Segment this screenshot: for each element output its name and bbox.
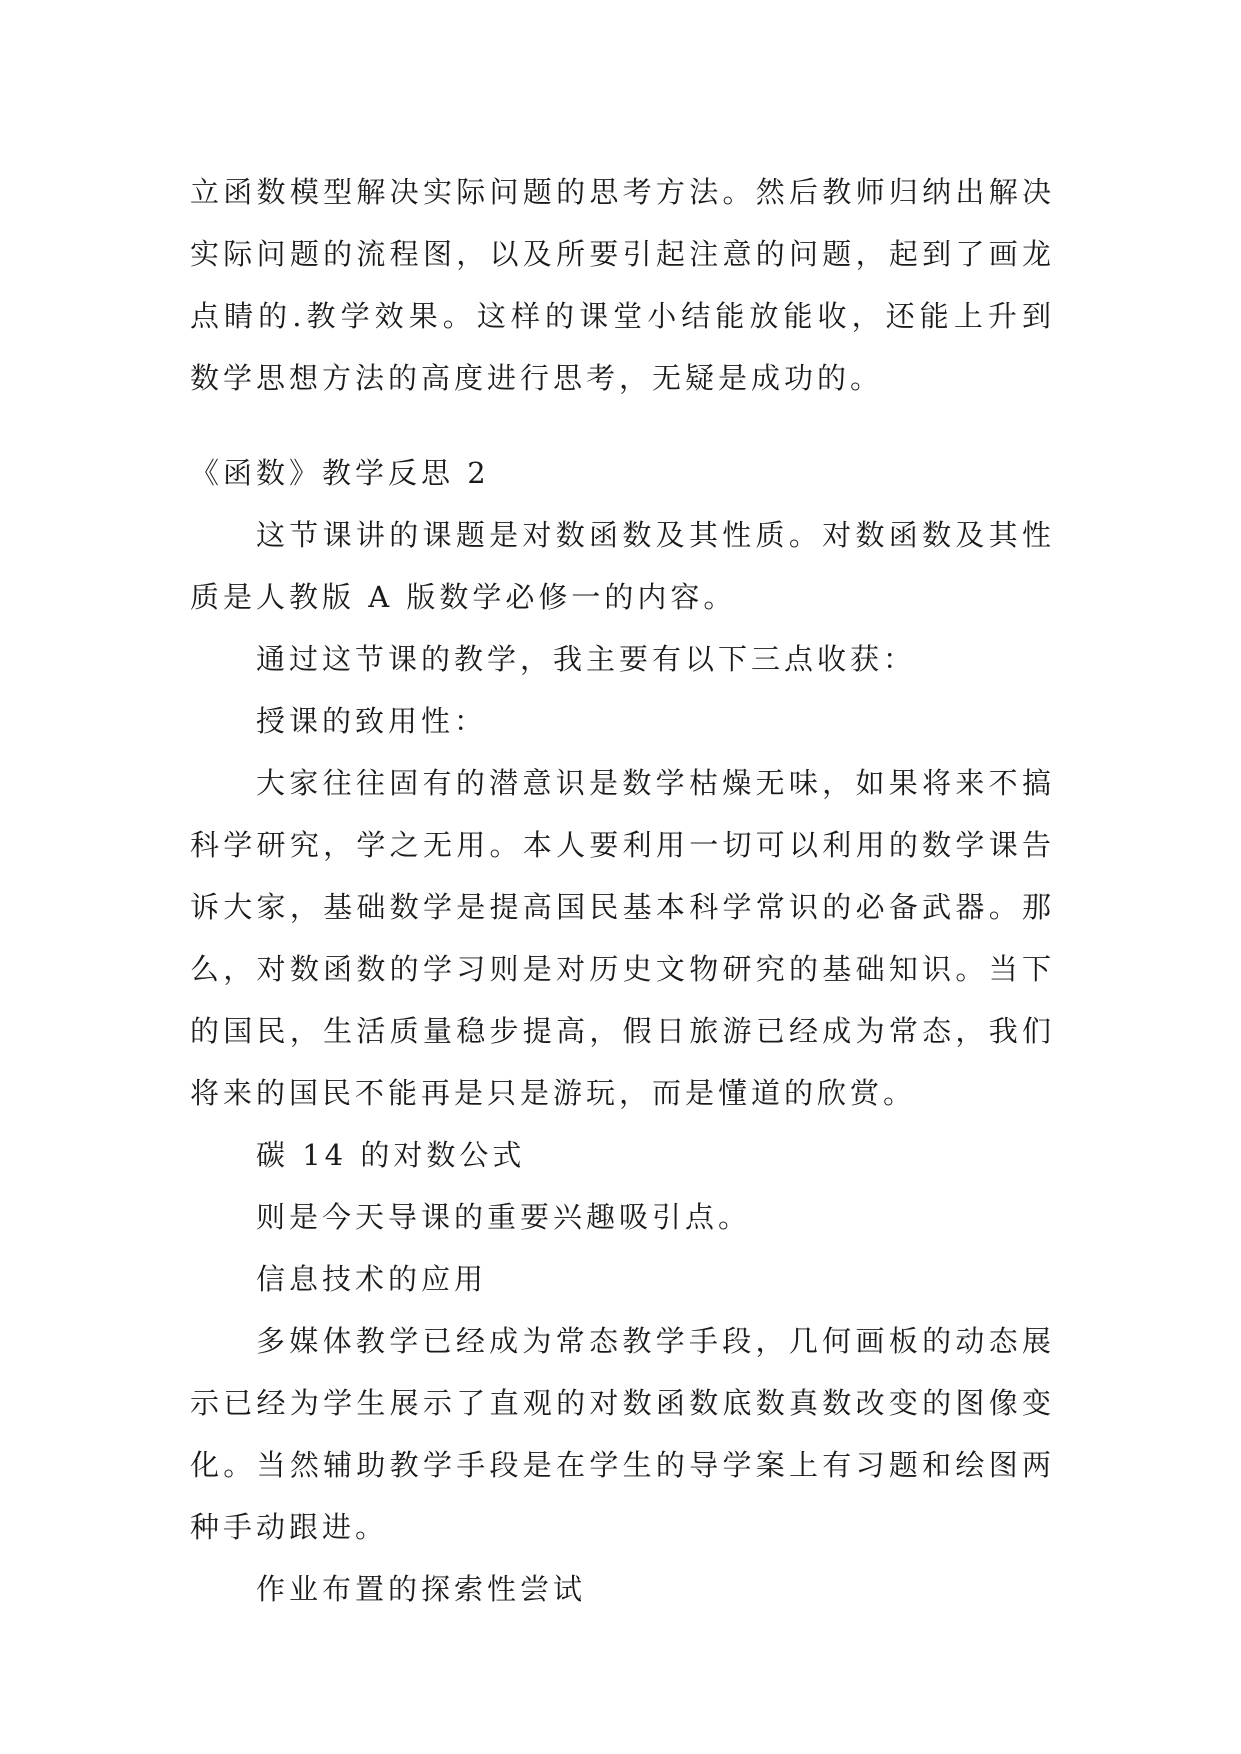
section-2: [190, 442, 1055, 1620]
heading-it-application: 信息技术的应用: [256, 1262, 488, 1296]
heading-practicality: 授课的致用性：: [256, 704, 488, 738]
heading-homework: 作业布置的探索性尝试: [256, 1572, 587, 1606]
paragraph-it-application: 多媒体教学已经成为常态教学手段，几何画板的动态展示已经为学生展示了直观的对数函数底数真数改变的图像变化。当然辅助教学手段是在学生的导学案上有习题和绘图两种手动跟进。: [190, 1324, 1055, 1544]
section-title: 《函数》教学反思 2: [190, 456, 490, 490]
heading-carbon-14: 碳 14 的对数公式: [256, 1138, 526, 1172]
paragraph-practicality: 大家往往固有的潜意识是数学枯燥无味，如果将来不搞科学研究，学之无用。本人要利用一切可以利用的数学课告诉大家，基础数学是提高国民基本科学常识的必备武器。那么，对数函数的学习则是对历史文物研究的基础知识。当下的国民，生活质量稳步提高，假日旅游已经成为常态，我们将来的国民不能再是只是游玩，而是懂道的欣赏。: [190, 766, 1055, 1110]
continuation-paragraph: 立函数模型解决实际问题的思考方法。然后教师归纳出解决实际问题的流程图，以及所要引起注意的问题，起到了画龙点睛的.教学效果。这样的课堂小结能放能收，还能上升到数学思想方法的高度进行思考，无疑是成功的。: [190, 175, 1055, 395]
paragraph-topic: 这节课讲的课题是对数函数及其性质。对数函数及其性质是人教版 A 版数学必修一的内容。: [190, 518, 1055, 614]
paragraph-gains-intro: 通过这节课的教学，我主要有以下三点收获：: [256, 642, 917, 676]
previous-section-ending: [190, 161, 1055, 409]
paragraph-carbon-14: 则是今天导课的重要兴趣吸引点。: [256, 1200, 752, 1234]
